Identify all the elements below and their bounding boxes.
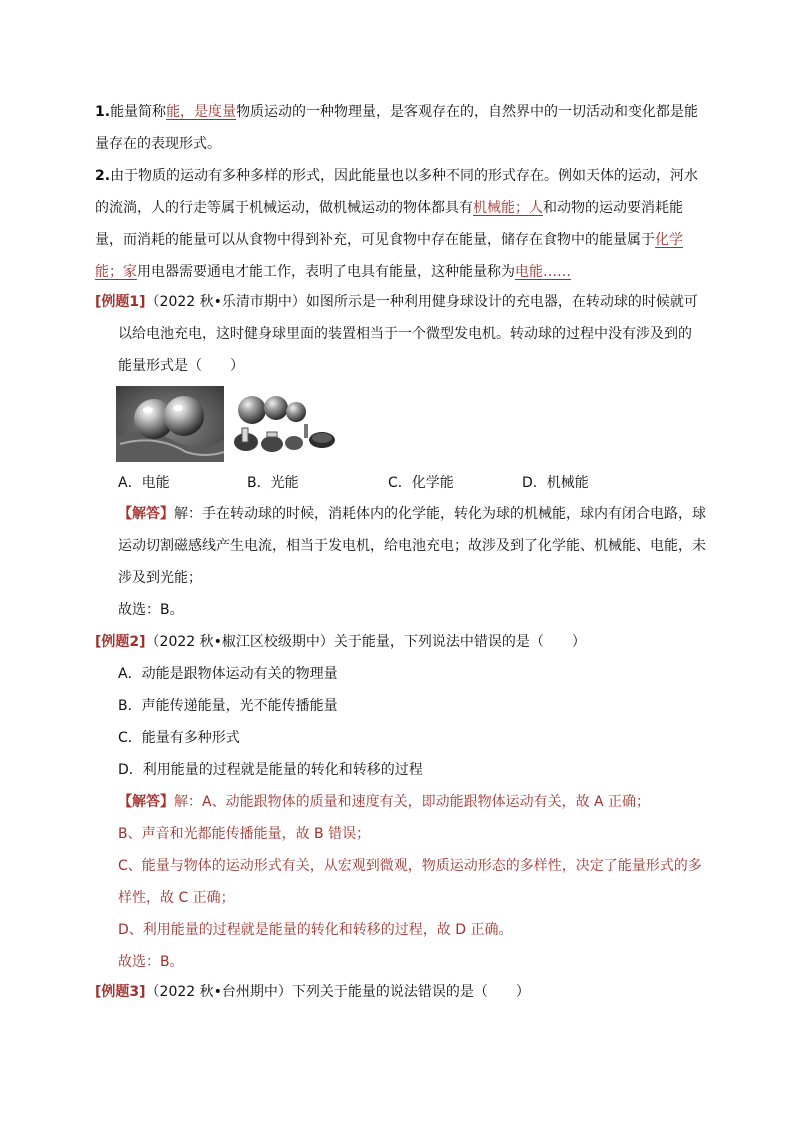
example-2-answer-d: D、利用能量的过程就是能量的转化和转移的过程，故 D 正确。: [118, 922, 513, 938]
paragraph-2-answer-blank-1: 机械能；人: [473, 200, 543, 216]
paragraph-1-text-a: 能量简称: [110, 104, 167, 120]
paragraph-1-text-b: 物质运动的一种物理量，是客观存在的，自然界中的一切活动和变化都是能量存在的表现形式。: [95, 104, 699, 152]
example-1-option-b: B．光能: [247, 475, 299, 491]
paragraph-2-text-c: 用电器需要通电才能工作，表明了电具有能量，这种能量称为: [137, 264, 515, 280]
example-2-answer-b: B、声音和光都能传播能量，故 B 错误；: [118, 826, 371, 842]
example-2-answer-tag: 【解答】: [118, 794, 174, 810]
example-1-answer-line-1: [118, 498, 706, 530]
example-2-option-b: B．声能传递能量，光不能传播能量: [118, 698, 338, 714]
hand-holding-balls-image: [116, 386, 224, 462]
example-3-question-text: （2022 秋•台州期中）下列关于能量的说法错误的是（ ）: [145, 984, 530, 1000]
example-2-answer-c-line-1: C、能量与物体的运动形式有关，从宏观到微观，物质运动形态的多样性，决定了能量形式的多: [118, 858, 702, 874]
example-1-question-text-1: （2022 秋•乐清市期中）如图所示是一种利用健身球设计的充电器，在转动球的时候就可: [145, 294, 698, 310]
example-3-question: [95, 976, 530, 1008]
example-2-answer-c-line-2: 样性，故 C 正确；: [118, 890, 235, 906]
example-2-option-d: D．利用能量的过程就是能量的转化和转移的过程: [118, 762, 423, 778]
example-1-answer-line-2: 运动切割磁感线产生电流，相当于发电机，给电池充电；故涉及到了化学能、机械能、电能，未: [118, 538, 706, 554]
example-2-option-c: C．能量有多种形式: [118, 730, 240, 746]
example-1-question-line-3: 能量形式是（ ）: [118, 358, 244, 374]
example-2-question-text: （2022 秋•椒江区校级期中）关于能量，下列说法中错误的是（ ）: [145, 634, 586, 650]
example-1-answer-tag: 【解答】: [118, 506, 174, 522]
example-3-tag: [例题3]: [95, 984, 146, 1000]
charger-parts-photo: [232, 386, 336, 462]
paragraph-2: [95, 160, 705, 288]
example-2-answer-a: [118, 786, 650, 818]
example-1-answer-text-1: 解：手在转动球的时候，消耗体内的化学能，转化为球的机械能，球内有闭合电路，球: [174, 506, 706, 522]
paragraph-2-answer-blank-3: 电能……: [515, 264, 571, 280]
example-2-question: [95, 626, 586, 658]
paragraph-2-number: 2.: [95, 168, 111, 184]
example-2-tag: [例题2]: [95, 634, 146, 650]
paragraph-1-answer-blank: 能，是度量: [166, 104, 237, 120]
example-1-question-line-2: 以给电池充电，这时健身球里面的装置相当于一个微型发电机。转动球的过程中没有涉及到的: [118, 326, 692, 342]
example-1-answer-line-3: 涉及到光能；: [118, 570, 202, 586]
paragraph-2-text-a: 由于物质的运动有多种多样的形式，因此能量也以多种不同的形式存在。例如天体的运动，河水的流淌，人的行走等属于机械运动，做机械运动的物体都具有: [95, 168, 699, 216]
example-1-option-a: A．电能: [118, 475, 170, 491]
example-1-option-c: C．化学能: [388, 475, 454, 491]
paragraph-1-number: 1.: [95, 104, 111, 120]
example-2-option-a: A．动能是跟物体运动有关的物理量: [118, 666, 338, 682]
paragraph-2-text-b: 和动物的运动要消耗能量，而消耗的能量可以从食物中得到补充，可见食物中存在能量，储存在食物中的能量属于: [95, 200, 683, 248]
hand-holding-balls-photo: [116, 386, 224, 462]
example-2-choice: 故选：B。: [118, 954, 184, 970]
example-1-option-d: D．机械能: [522, 475, 589, 491]
example-1-question-line-1: [95, 286, 698, 318]
paragraph-1: [95, 96, 705, 160]
charger-parts-image: [232, 386, 336, 462]
example-2-answer-a-text: 解：A、动能跟物体的质量和速度有关，即动能跟物体运动有关，故 A 正确；: [174, 794, 651, 810]
paragraph-2-answer-blank-2: 化学能；家: [95, 232, 683, 280]
example-1-choice: 故选：B。: [118, 602, 184, 618]
example-1-tag: [例题1]: [95, 294, 146, 310]
